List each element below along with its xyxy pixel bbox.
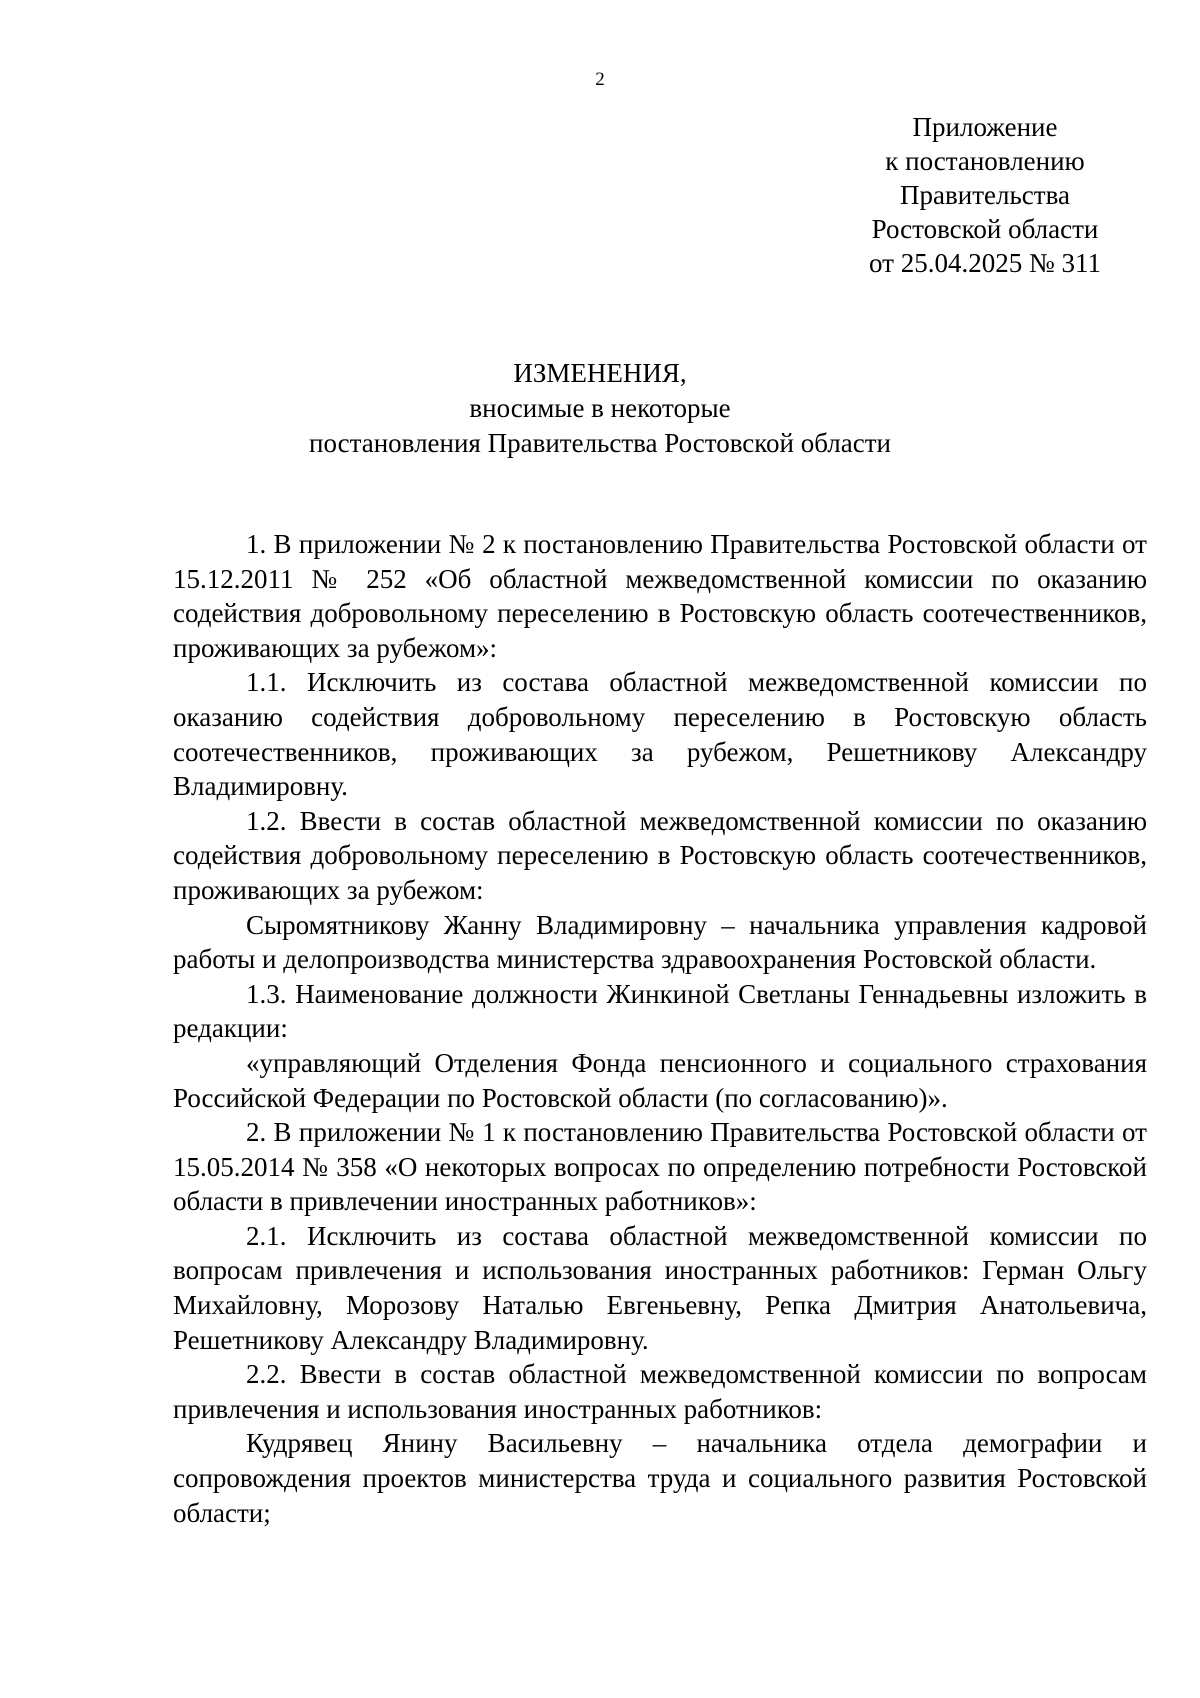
paragraph-2-2: 2.2. Ввести в состав областной межведомственной комиссии по вопросам привлечения и использования иностранных работников: [173,1359,1147,1424]
paragraph-member-entry: Сыромятникову Жанну Владимировну – начальника управления кадровой работы и делопроизводства министерства здравоохранения Ростовской области. [173,909,1147,975]
document-title: ИЗМЕНЕНИЯ, [513,358,687,388]
appendix-line: Правительства [900,180,1070,210]
paragraph-1: 1. В приложении № 2 к постановлению Правительства Ростовской области от 15.12.2011 № 252 «Об областной межведомственной комиссии по оказанию содействия добровольному переселению в Ростовскую область соотечественников, проживающих за рубежом»: [173,529,1147,663]
page-number: 2 [595,69,605,90]
paragraph-1-1: 1.1. Исключить из состава областной межведомственной комиссии по оказанию содействия добровольному переселению в Ростовскую область соотечественников, проживающих за рубежом, Решетникову Александру Владимировну. [173,667,1147,802]
appendix-line: Ростовской области [871,214,1099,244]
document-body [173,527,1147,1530]
appendix-line: к постановлению [885,146,1085,176]
paragraph-1-2: 1.2. Ввести в состав областной межведомственной комиссии по оказанию содействия добровольному переселению в Ростовскую область соотечественников, проживающих за рубежом: [173,805,1147,905]
document-subtitle: вносимые в некоторые [469,393,731,423]
paragraph-1-3: 1.3. Наименование должности Жинкиной Светланы Геннадьевны изложить в редакции: [173,978,1147,1044]
appendix-block [820,110,1150,280]
paragraph-member-entry: Кудрявец Янину Васильевну – начальника отдела демографии и сопровождения проектов министерства труда и социального развития Ростовской области; [173,1428,1147,1528]
paragraph-2: 2. В приложении № 1 к постановлению Правительства Ростовской области от 15.05.2014 № 358 «О некоторых вопросах по определению потребности Ростовской области в привлечении иностранных работников»: [173,1117,1147,1217]
paragraph-position-title: «управляющий Отделения Фонда пенсионного и социального страхования Российской Федерации по Ростовской области (по согласованию)». [173,1047,1147,1113]
paragraph-2-1: 2.1. Исключить из состава областной межведомственной комиссии по вопросам привлечения и использования иностранных работников: Герман Ольгу Михайловну, Морозову Наталью Евгеньевну, Репка Дмитрия Анатольевича, Решетникову Александру Владимировну. [173,1220,1147,1355]
document-heading [0,356,1200,461]
appendix-date-number: от 25.04.2025 № 311 [869,248,1101,278]
document-subtitle: постановления Правительства Ростовской области [309,428,891,458]
appendix-line: Приложение [912,112,1058,142]
